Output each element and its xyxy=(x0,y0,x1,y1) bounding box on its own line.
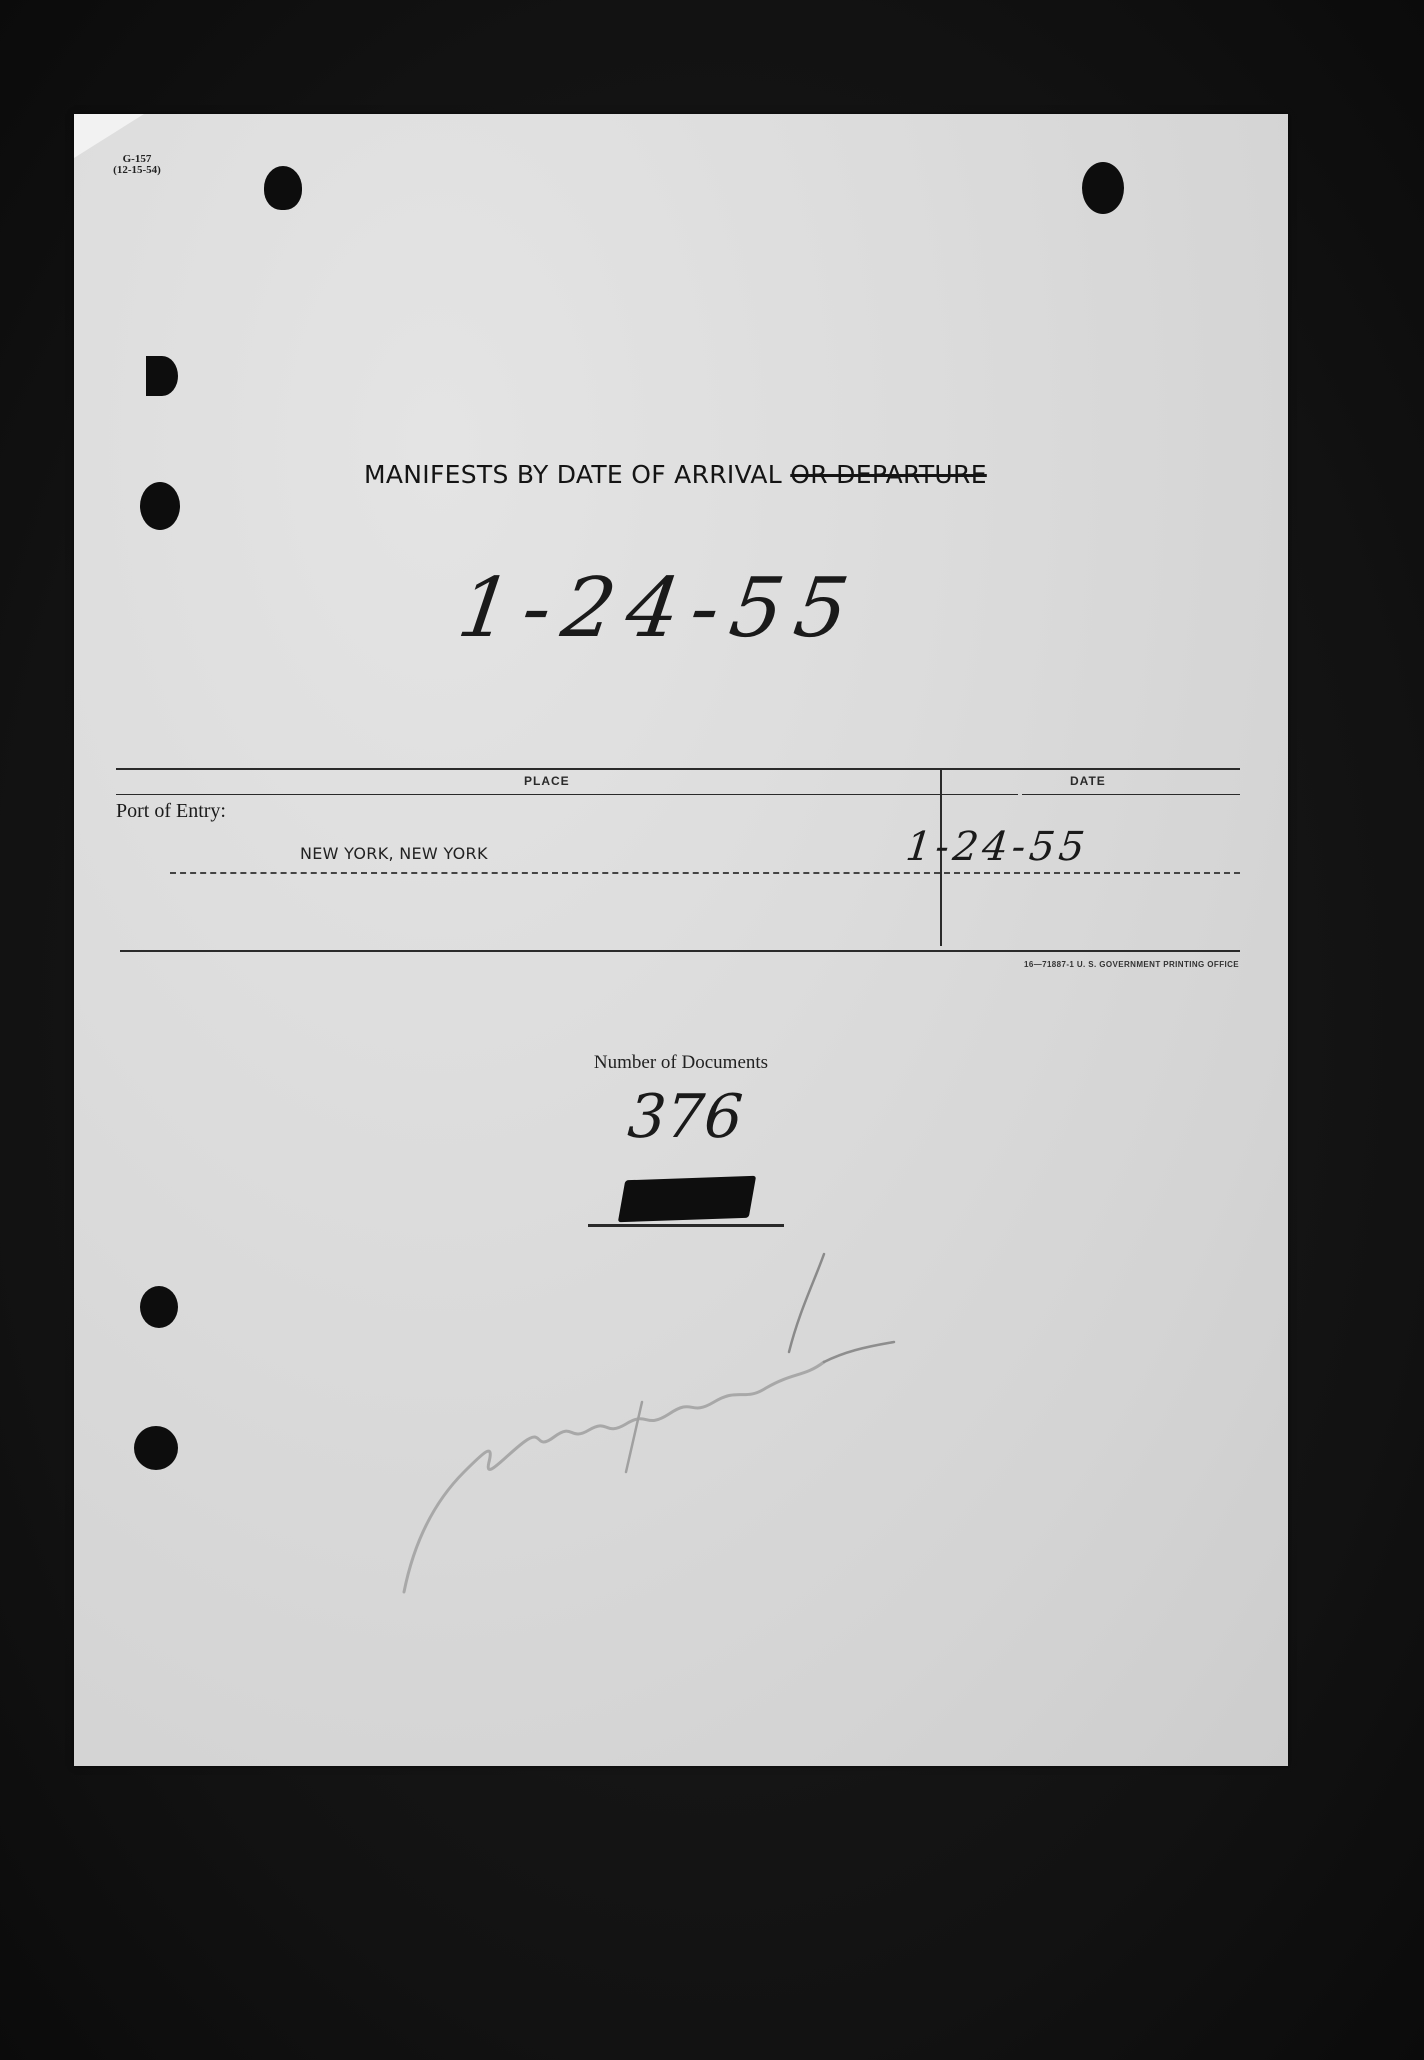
place-entry-line xyxy=(170,872,940,874)
document-sheet xyxy=(74,114,1288,1766)
punch-hole-left-1 xyxy=(146,356,178,396)
title-struck-text: OR DEPARTURE xyxy=(790,460,987,489)
redacted-mark xyxy=(618,1176,756,1223)
header-underline-date xyxy=(1022,794,1240,795)
form-revision: (12-15-54) xyxy=(113,164,161,176)
faint-signature xyxy=(394,1242,1014,1602)
date-column-header: DATE xyxy=(1070,774,1106,788)
document-count: 376 xyxy=(625,1082,745,1152)
form-code xyxy=(112,154,162,176)
header-underline-place xyxy=(116,794,1018,795)
punch-hole-left-4 xyxy=(134,1426,178,1470)
place-column-header: PLACE xyxy=(524,774,570,788)
handwritten-date: 1-24-55 xyxy=(452,561,866,656)
table-top-rule xyxy=(116,768,1240,770)
punch-hole-top-right xyxy=(1082,162,1124,214)
page-title xyxy=(364,460,1084,489)
table-bottom-rule xyxy=(120,950,1240,952)
folded-corner xyxy=(74,114,144,158)
date-entry-line xyxy=(944,872,1240,874)
printer-imprint: 16—71887-1 U. S. GOVERNMENT PRINTING OFFICE xyxy=(1024,960,1240,969)
handwritten-entry-date: 1-24-55 xyxy=(903,824,1091,870)
punch-hole-top-left xyxy=(264,166,302,210)
title-main: MANIFESTS BY DATE OF ARRIVAL xyxy=(364,460,783,489)
punch-hole-left-3 xyxy=(140,1286,178,1328)
count-underline xyxy=(588,1224,784,1227)
port-of-entry-value: NEW YORK, NEW YORK xyxy=(300,844,488,863)
punch-hole-left-2 xyxy=(140,482,180,530)
port-of-entry-label: Port of Entry: xyxy=(116,800,226,822)
form-number: G-157 xyxy=(122,153,152,165)
number-of-documents-label: Number of Documents xyxy=(593,1052,769,1073)
